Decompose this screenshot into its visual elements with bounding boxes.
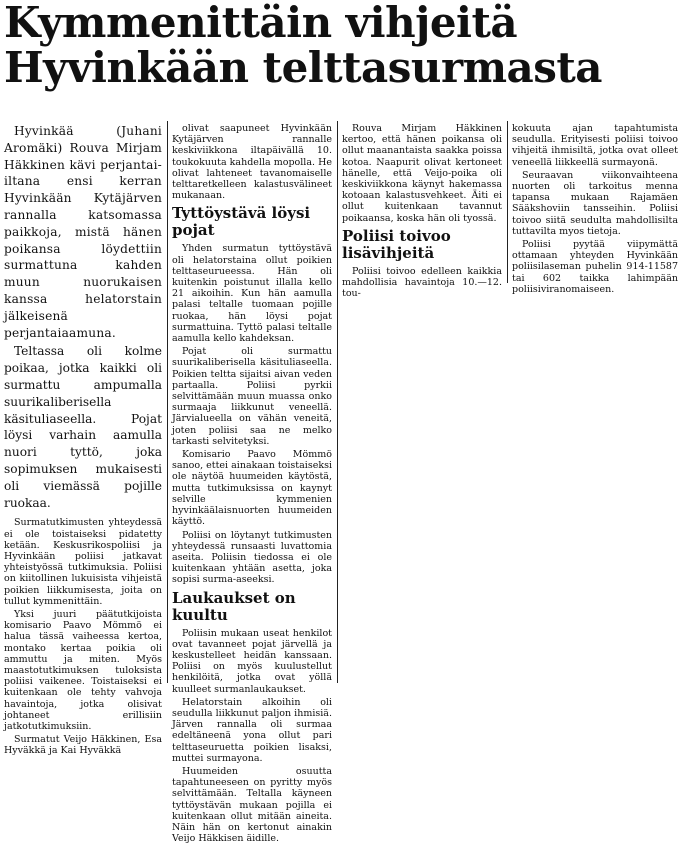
body-paragraph: Komisario Paavo Mömmö sanoo, ettei ainakaan toistaiseksi ole näytöä huumeiden käytöstä, mutta tutkimuksissa on kaynyt selville kymmenien hyvinkäälaisnuorten huumeiden käyttö. [172, 449, 332, 528]
column-1 [4, 123, 162, 757]
headline-line-2: Hyvinkään telttasurmasta [4, 43, 602, 92]
body-paragraph: Huumeiden osuutta tapahtuneeseen on pyritty myös selvittämään. Teltalla käyneen tyttöystävän mukaan pojilla ei kuitenkaan ollut mitään aineita. Näin hän on kertonut ainakin Veijo Häkkisen äidille. [172, 765, 332, 844]
column-4 [512, 123, 678, 295]
body-paragraph: Poliisi pyytää viipymättä ottamaan yhteyden Hyvinkään poliisilaseman puhelin 914-11587 tai 602 taikka lahimpään poliisiviranomaiseen. [512, 239, 678, 295]
column-divider [337, 121, 338, 683]
body-paragraph: Surmatutkimusten yhteydessä ei ole toistaiseksi pidatetty ketään. Keskusrikospoliisi ja Hyvinkään poliisi jatkavat yhteistyössä tutkimuksia. Poliisi on kiitollinen lukuisista vihjeistä poikien liikkumisesta, joita on tullut kymmenittäin. [4, 517, 162, 607]
body-paragraph: Poliisi on löytanyt tutkimusten yhteydessä runsaasti luvattomia aseita. Poliisin tiedossa ei ole kuitenkaan yhtään asetta, joka sopisi surma-aseeksi. [172, 529, 332, 586]
body-paragraph: Rouva Mirjam Häkkinen kertoo, että hänen poikansa oli ollut maanantaista saakka poissa kotoa. Naapurit olivat kertoneet hänelle, että Veijo-poika oli keskiviikkona käynyt hakemassa kotoaan kalastusvehkeet. Äiti ei ollut kuitenkaan tavannut poikaansa, koska hän oli tyossä. [342, 123, 502, 224]
column-3 [342, 123, 502, 300]
column-divider [167, 121, 168, 683]
lead-paragraph-2: Teltassa oli kolme poikaa, jotka kaikki oli surmattu ampumalla suurikaliberisella käsituliaseella. Pojat löysi varhain aamulla nuori tyttö, joka sopimuksen mukaisesti oli viemässä pojille ruokaa. [4, 344, 162, 510]
headline-line-1: Kymmenittäin vihjeitä [4, 0, 518, 47]
lead-paragraph-1: Hyvinkää (Juhani Aromäki) Rouva Mirjam Häkkinen kävi perjantai-iltana ensi kerran Hyvinkään Kytäjärven rannalla katsomassa paikkoja, mistä hänen poikansa löydettiin surmattuna kahden muun nuorukaisen kanssa helatorstain jälkeisenä perjantaiaamuna. [4, 124, 162, 340]
body-paragraph: Poliisi toivoo edelleen kaikkia mahdollisia havaintoja 10.—12. tou- [342, 265, 502, 300]
body-paragraph: Seuraavan viikonvaihteena nuorten oli tarkoitus menna tapansa mukaan Rajamäen Sääkshoviin tansseihin. Poliisi toivoo siitä seudulta mahdollisilta tuttavilta myos tietoja. [512, 169, 678, 237]
body-paragraph: Poliisin mukaan useat henkilot ovat tavanneet pojat järvellä ja keskustelleet heidän kanssaan. Poliisi on myös kuulustellut henkilöitä, jotka ovat yöllä kuulleet surmanlaukaukset. [172, 627, 332, 695]
body-paragraph: kokuuta ajan tapahtumista seudulla. Erityisesti poliisi toivoo vihjeitä ihmisiltä, jotka ovat olleet veneellä liikkeellä surmayonä. [512, 123, 678, 168]
subheading-poliisi-toivoo: Poliisi toivoo lisävihjeitä [342, 226, 451, 262]
body-paragraph: Yhden surmatun tyttöystävä oli helatorstaina ollut poikien telttaseurueessa. Hän oli kuitenkin poistunut illalla kello 21 aikoihin. Kun hän aamulla palasi teltalle tuomaan pojille ruokaa, hän löysi pojat surmattuina. Tyttö palasi teltalle aamulla kello kahdeksan. [172, 243, 332, 345]
body-paragraph: Pojat oli surmattu suurikaliberisella käsituliaseella. Poikien teltta sijaitsi aivan veden partaalla. Poliisi pyrkii selvittämään muun muassa onko surmaaja liikkunut veneellä. Järvialueella on vähän veneitä, joten poliisi saa ne melko tarkasti selvitetyksi. [172, 346, 332, 447]
body-paragraph: Helatorstain alkoihin oli seudulla liikkunut paljon ihmisiä. Järven rannalla oli surmaa edeltäneenä yona ollut pari telttaseuruetta poikien lisaksi, muttei surmayona. [172, 696, 332, 764]
column-2 [172, 123, 332, 844]
body-paragraph: Surmatut Veijo Häkkinen, Esa Hyväkkä ja Kai Hyväkkä [4, 734, 162, 757]
body-paragraph: olivat saapuneet Hyvinkään Kytäjärven rannalle keskiviikkona iltapäivällä 10. toukokuuta kahdella mopolla. He olivat lahteneet tavanomaiselle telttaretkelleen kalastusvälineet mukanaan. [172, 123, 332, 202]
headline [4, 0, 678, 90]
subheading-tyttoystava: Tyttöystävä löysi pojat [172, 204, 311, 240]
subheading-laukaukset: Laukaukset on kuultu [172, 588, 296, 624]
column-divider [507, 121, 508, 283]
body-paragraph: Yksi juuri päätutkijoista komisario Paavo Mömmö ei halua tässä vaiheessa kertoa, montako kertaa poikia oli ammuttu ja miten. Myös maastotutkimuksen tuloksista poliisi vaikenee. Toistaiseksi ei kuitenkaan ole tehty vahvoja havaintoja, jotka olisivat johtaneet erillisiin jatkotutkimuksiin. [4, 608, 162, 732]
